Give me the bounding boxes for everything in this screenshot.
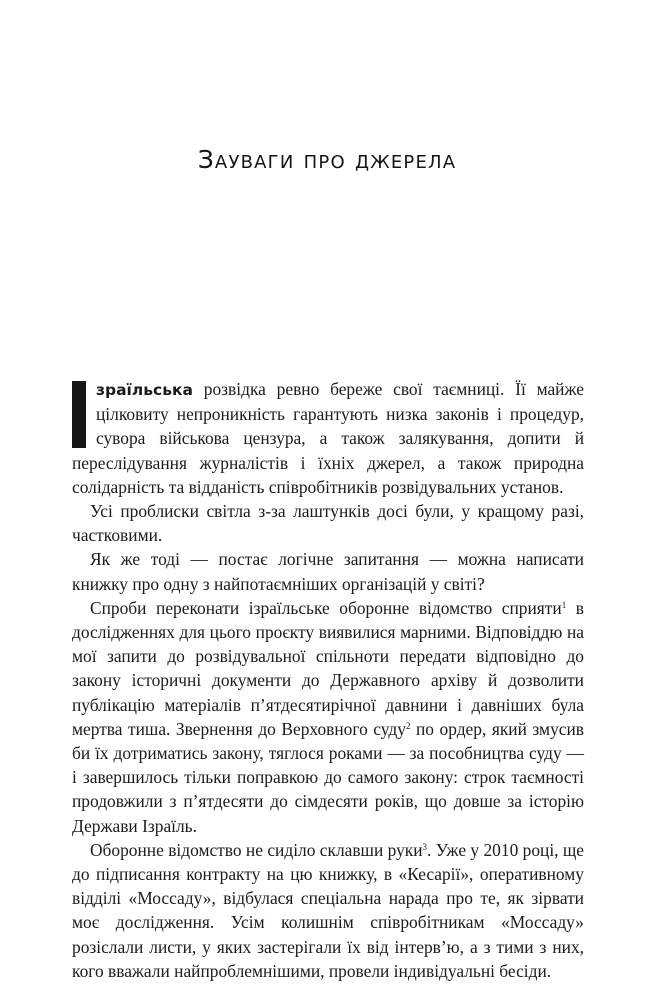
drop-cap xyxy=(72,381,86,448)
footnote-ref-3: 3 xyxy=(422,841,428,852)
paragraph-5 xyxy=(72,838,584,983)
lead-word: зраїльська xyxy=(96,381,193,399)
paragraph-4-text-b: в дослідженнях для цього проєкту виявилися марними. Відповіддю на мої запити до розвідувальної спільноти передати відповідно до закону історичні документи до Державного архіву й дозволити публікацію матеріалів п’ятдесятирічної давнини і давніших була мертва тиша. Звернення до Верховного суду xyxy=(72,597,585,739)
paragraph-1-text: розвідка ревно береже свої таємниці. Її майже цілковиту непроникність гарантують низка законів і процедур, сувора військова цензура, а також залякування, допити й переслідування журналістів і їхніх джерел, а також природна солідарність та відданість співробітників розвідувальних установ. xyxy=(72,379,584,497)
paragraph-4-text-c: по ордер, який змусив би їх дотриматись закону, тяглося роками — за пособництва суду — і завершилось тільки поправкою до самого закону: строк таємності продовжили з п’ятдесяти до сімдесяти років, що довше за історію Держави Ізраїль. xyxy=(72,718,584,836)
paragraph-4-text-a: Спроби переконати ізраїльське оборонне відомство сприяти xyxy=(90,597,562,618)
paragraph-1 xyxy=(72,377,584,499)
paragraph-3: Як же тоді — постає логічне запитання — можна написати книжку про одну з найпотаємніших організацій у світі? xyxy=(72,549,584,594)
paragraph-5-text-b: . Уже у 2010 році, ще до підписання контракту на цю книжку, в «Кесарії», оперативному відділі «Моссаду», відбулася спеціальна нарада про те, як зірвати моє дослідження. Усім колишнім співробітникам «Моссаду» розіслали листи, у яких застерігали їх від інтерв’ю, а з тими з них, кого вважали найпроблемнішими, провели індивідуальні бесіди. xyxy=(72,839,584,981)
paragraph-2: Усі проблиски світла з-за лаштунків досі були, у кращому разі, частковими. xyxy=(72,501,584,546)
body-text xyxy=(72,377,584,983)
footnote-ref-2: 2 xyxy=(405,720,411,731)
footnote-ref-1: 1 xyxy=(561,599,567,610)
chapter-title: Зауваги про джерела xyxy=(197,145,457,174)
paragraph-5-text-a: Оборонне відомство не сиділо склавши руки xyxy=(90,839,423,860)
paragraph-4 xyxy=(72,596,584,838)
